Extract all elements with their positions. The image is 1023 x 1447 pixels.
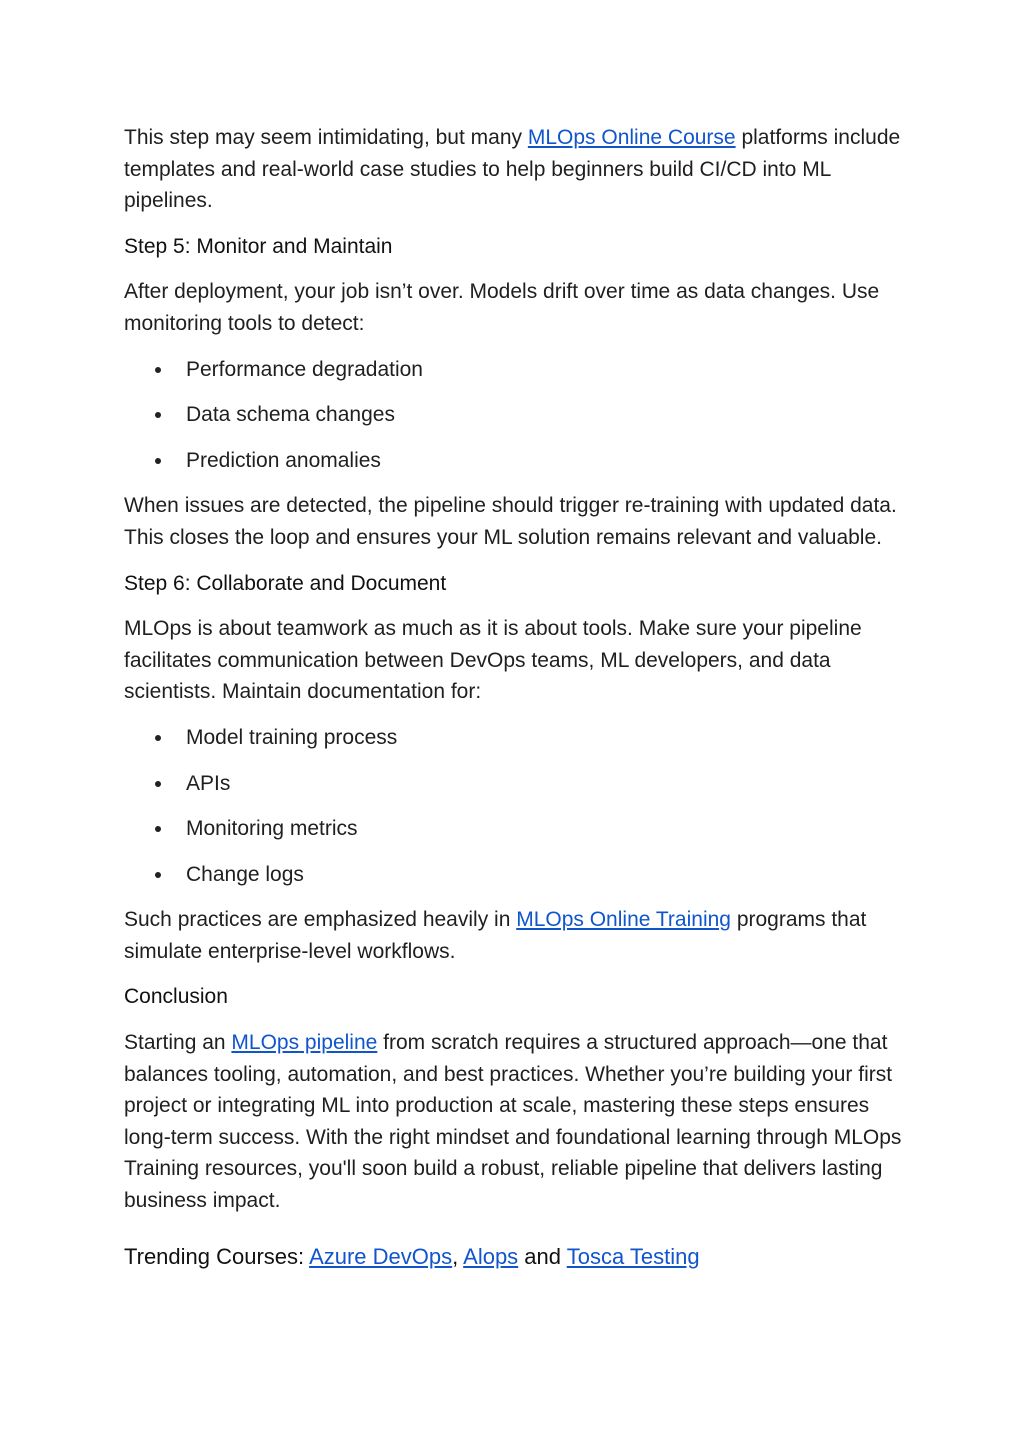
list-item-text: APIs: [186, 771, 231, 795]
mlops-pipeline-link[interactable]: MLOps pipeline: [231, 1031, 378, 1055]
trending-courses-label: Trending Courses:: [124, 1243, 310, 1269]
list-item-text: Performance degradation: [186, 357, 423, 381]
step6-after-text-start: Such practices are emphasized heavily in: [124, 908, 517, 932]
step5-heading: Step 5: Monitor and Maintain: [124, 234, 393, 258]
list-item: [124, 859, 914, 891]
conclusion-text-end: from scratch requires a structured approach—one that balances tooling, automation, and best practices. Whether you’re building your first project or integrating ML into production at scale, mastering these steps ensures long-term success. With the right mindset and foundational learning through MLOps Training resources, you'll soon build a robust, reliable pipeline that delivers lasting business impact.: [124, 1031, 902, 1213]
bullet-icon: [155, 458, 161, 464]
step5-list: [124, 354, 914, 477]
step6-paragraph: MLOps is about teamwork as much as it is about tools. Make sure your pipeline facilitates communication between DevOps teams, ML developers, and data scientists. Maintain documentation for:: [124, 617, 862, 704]
mlops-online-course-link[interactable]: MLOps Online Course: [527, 126, 736, 149]
intro-text-start: This step may seem intimidating, but many: [124, 126, 528, 149]
separator-comma: ,: [452, 1243, 464, 1269]
bullet-icon: [155, 367, 161, 373]
list-item: [124, 399, 914, 431]
step6-list: [124, 722, 914, 890]
list-item: [124, 722, 914, 754]
tosca-testing-link[interactable]: Tosca Testing: [566, 1243, 700, 1269]
list-item-text: Prediction anomalies: [186, 448, 381, 472]
mlops-online-training-link[interactable]: MLOps Online Training: [516, 908, 731, 932]
separator-and: and: [518, 1243, 567, 1269]
bullet-icon: [155, 735, 161, 741]
list-item-text: Change logs: [186, 862, 304, 886]
alops-link[interactable]: Alops: [463, 1243, 519, 1269]
conclusion-heading: Conclusion: [124, 985, 228, 1009]
bullet-icon: [155, 781, 161, 787]
conclusion-text-start: Starting an: [124, 1031, 232, 1055]
list-item-text: Model training process: [186, 725, 398, 749]
list-item: [124, 768, 914, 800]
step6-after-text-end: programs that simulate enterprise-level workflows.: [124, 908, 867, 963]
step6-after-paragraph: [124, 904, 914, 967]
list-item-text: Data schema changes: [186, 403, 395, 427]
step6-heading: Step 6: Collaborate and Document: [124, 571, 447, 595]
list-item-text: Monitoring metrics: [186, 817, 358, 841]
list-item: [124, 813, 914, 845]
list-item: [124, 354, 914, 386]
conclusion-paragraph: [124, 1027, 914, 1217]
step5-after-paragraph: When issues are detected, the pipeline should trigger re-training with updated data. This closes the loop and ensures your ML solution remains relevant and valuable.: [124, 494, 897, 549]
azure-devops-link[interactable]: Azure DevOps: [309, 1243, 453, 1269]
step5-paragraph: After deployment, your job isn’t over. Models drift over time as data changes. Use monitoring tools to detect:: [124, 280, 880, 335]
intro-text-end: platforms include templates and real-world case studies to help beginners build CI/CD into ML pipelines.: [124, 126, 901, 213]
document-page: [124, 122, 914, 1273]
trending-courses-line: [124, 1241, 914, 1273]
bullet-icon: [155, 872, 161, 878]
bullet-icon: [155, 412, 161, 418]
list-item: [124, 445, 914, 477]
bullet-icon: [155, 826, 161, 832]
intro-paragraph: [124, 122, 914, 217]
